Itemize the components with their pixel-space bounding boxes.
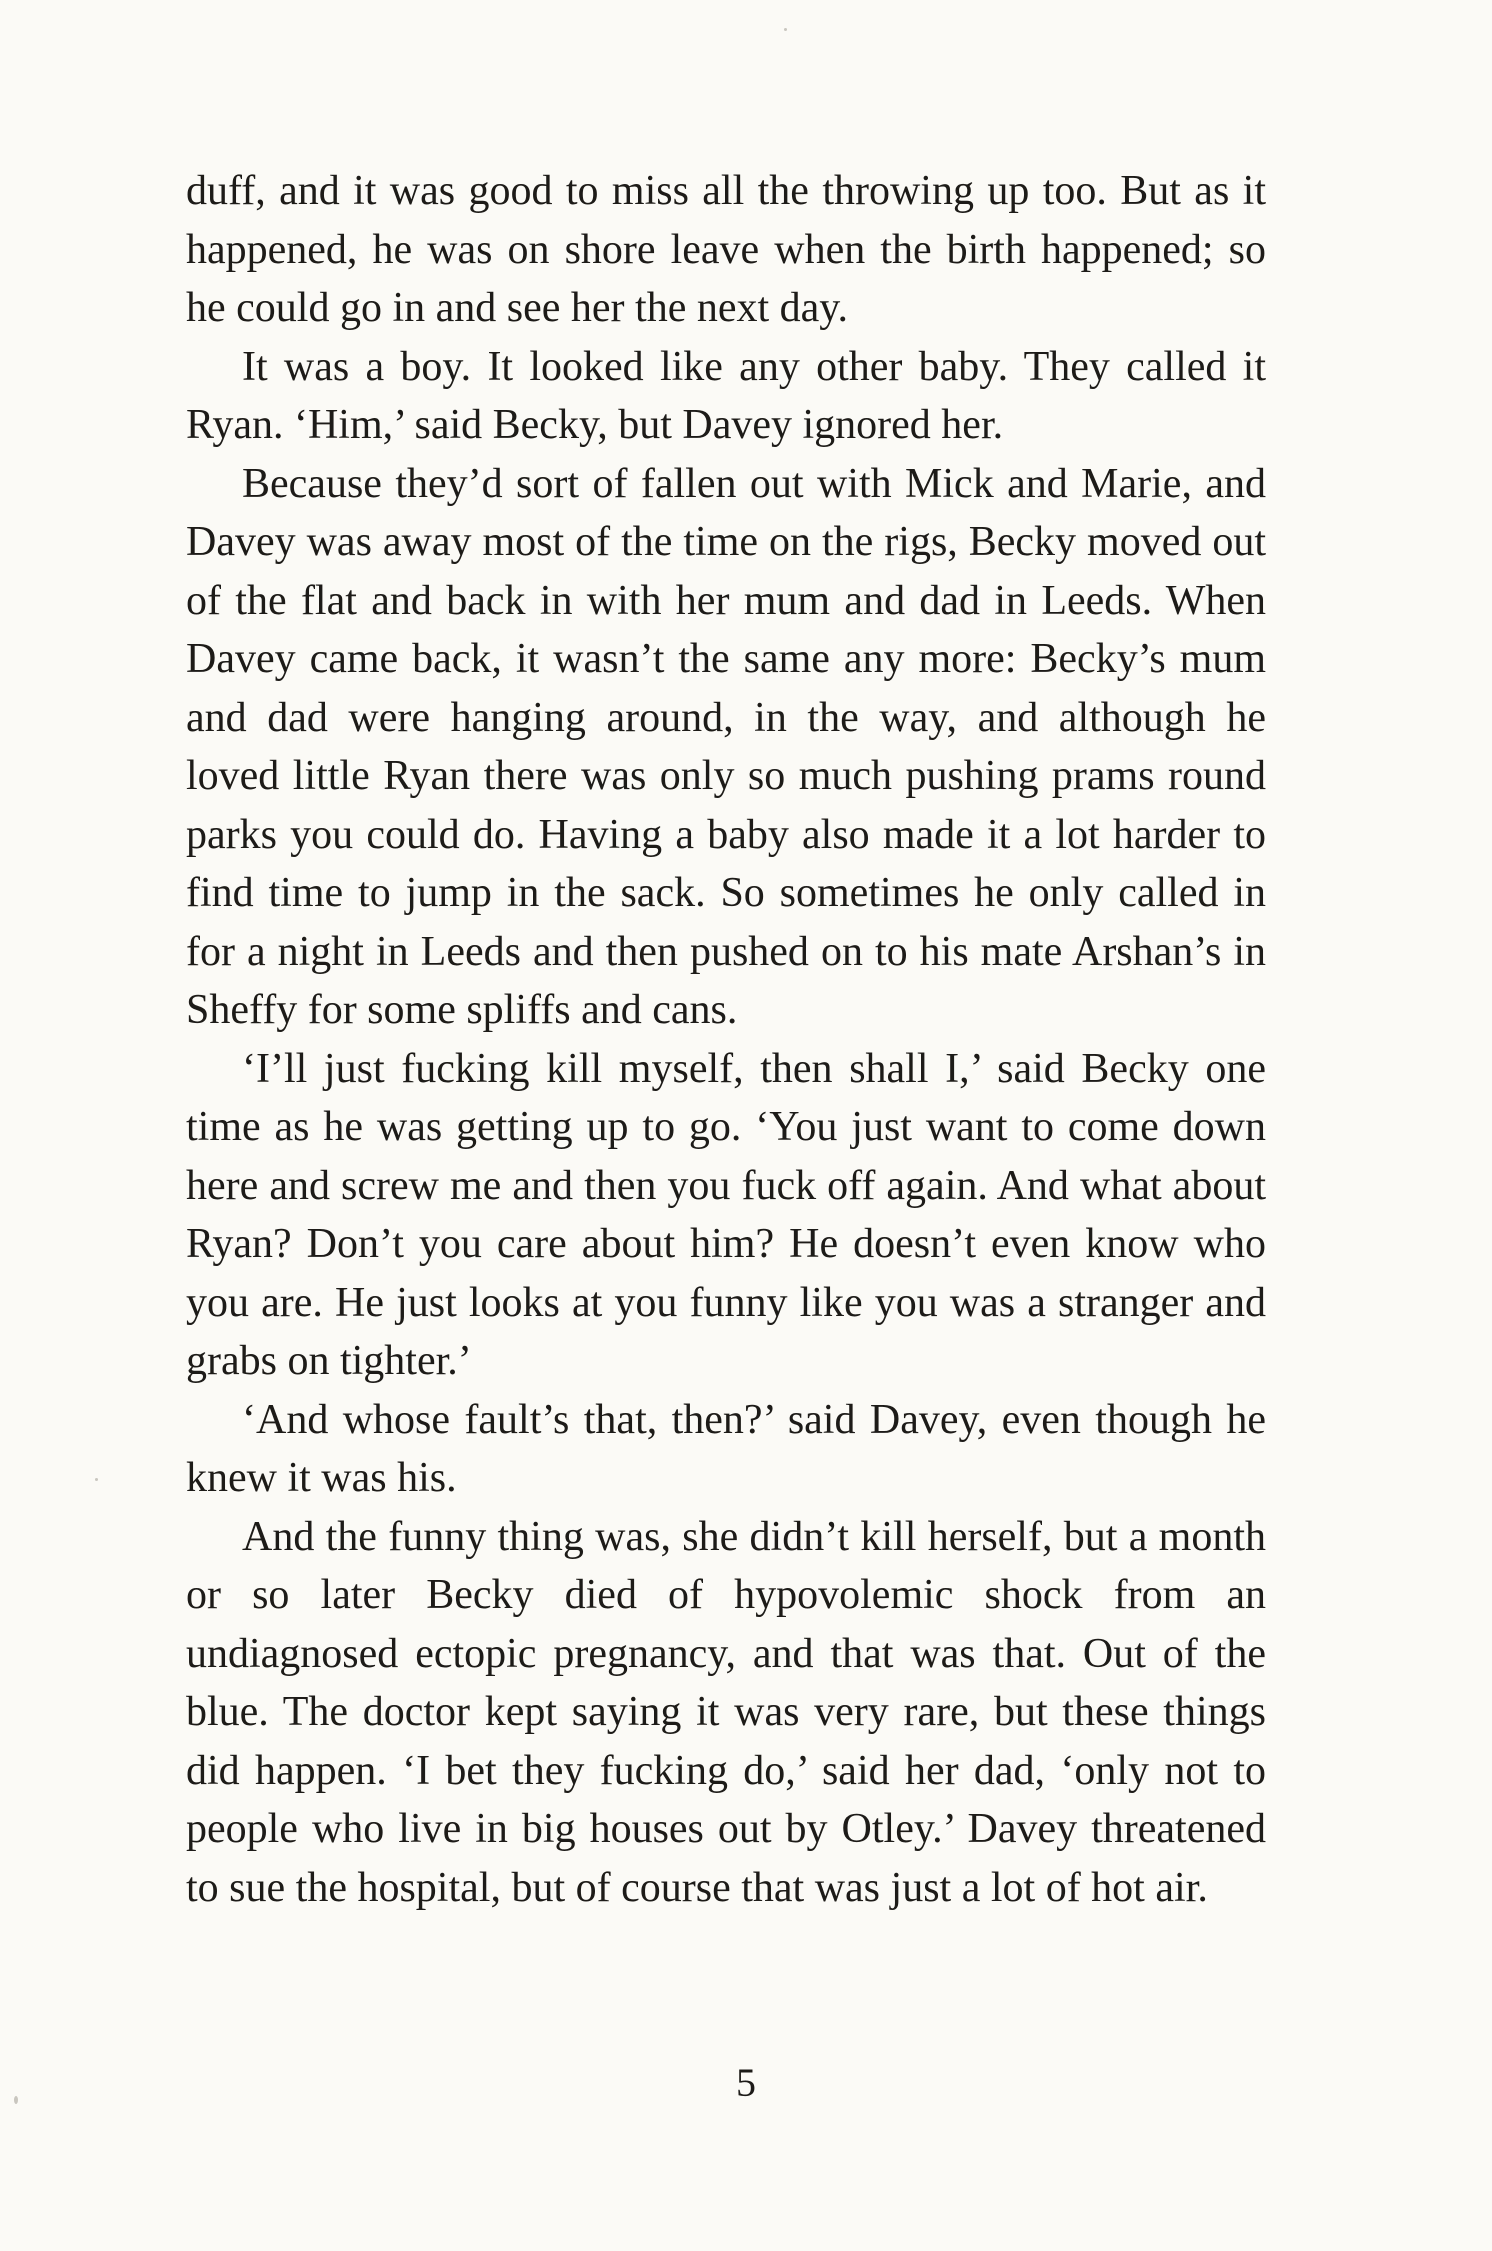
paragraph: And the funny thing was, she didn’t kill herself, but a month or so later Becky died of hypovolemic shock from an undiagnosed ectopic pregnancy, and that was that. Out of the blue. The doctor kept saying it was very rare, but these things did happen. ‘I bet they fucking do,’ said her dad, ‘only not to people who live in big houses out by Otley.’ Davey threatened to sue the hospital, but of course that was just a lot of hot air. [186, 1513, 1266, 1911]
paper-speck [14, 2096, 18, 2104]
paragraph: ‘I’ll just fucking kill myself, then shall I,’ said Becky one time as he was getting up to go. ‘You just want to come down here and screw me and then you fuck off again. And what about Ryan? Don’t you care about him? He doesn’t even know who you are. He just looks at you funny like you was a stranger and grabs on tighter.’ [186, 1045, 1266, 1384]
paragraph: ‘And whose fault’s that, then?’ said Davey, even though he knew it was his. [186, 1396, 1266, 1501]
body-text [186, 162, 1266, 1917]
page-number: 5 [736, 2060, 756, 2105]
paper-speck [784, 28, 787, 31]
paragraph: duff, and it was good to miss all the throwing up too. But as it happened, he was on shore leave when the birth happened; so he could go in and see her the next day. [186, 168, 1266, 331]
paragraph: It was a boy. It looked like any other baby. They called it Ryan. ‘Him,’ said Becky, but Davey ignored her. [186, 343, 1266, 448]
paper-speck [95, 1478, 98, 1481]
paragraph: Because they’d sort of fallen out with Mick and Marie, and Davey was away most of the time on the rigs, Becky moved out of the flat and back in with her mum and dad in Leeds. When Davey came back, it wasn’t the same any more: Becky’s mum and dad were hanging around, in the way, and although he loved little Ryan there was only so much pushing prams round parks you could do. Having a baby also made it a lot harder to find time to jump in the sack. So sometimes he only called in for a night in Leeds and then pushed on to his mate Arshan’s in Sheffy for some spliffs and cans. [186, 460, 1266, 1033]
